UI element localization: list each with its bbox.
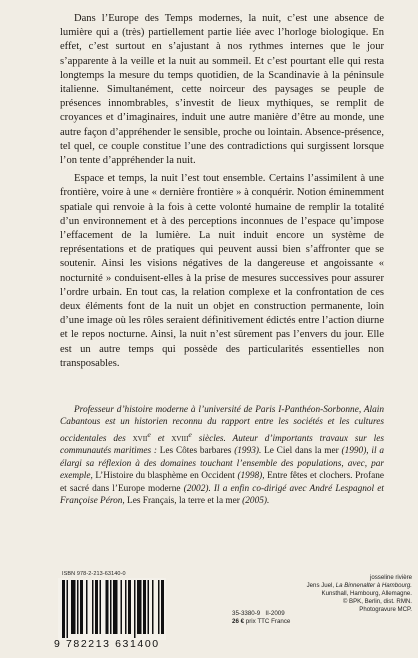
- barcode-bars: [58, 578, 166, 638]
- bio-text: (2005).: [242, 495, 270, 506]
- bio-text: (2002). Il a enfin co-dirigé avec André Lespagnol et Françoise Péron,: [60, 483, 384, 506]
- author-bio: [60, 404, 384, 507]
- barcode-bar: [158, 580, 160, 634]
- barcode-bar: [134, 580, 136, 638]
- price-suffix: prix TTC France: [245, 618, 291, 626]
- bio-book-title: L’Histoire du blasphème en Occident: [95, 471, 238, 482]
- bio-text: siècles. Auteur d’importants travaux sur les communautés maritimes :: [60, 433, 384, 457]
- barcode-bar: [110, 580, 112, 634]
- bio-text: (1990), il a élargi sa réflexion à des domaines touchant l’ensemble des populations, avec, par exemple,: [60, 446, 384, 482]
- barcode-bar: [113, 580, 118, 634]
- barcode-bar: [77, 580, 79, 634]
- bio-text: (1993).: [234, 446, 262, 457]
- bio-book-title: Les Côtes barbares: [159, 446, 235, 457]
- credit-rights: © BPK, Berlin, dist. RMN.: [342, 597, 412, 605]
- barcode: [58, 578, 166, 640]
- blurb-paragraph-1: Dans l’Europe des Temps modernes, la nuit, c’est une absence de lumière qui a (très) partiellement partie liée avec l’horloge biologique. En effet, c’est surtout en s’ajustant à nos rythmes internes que le jour s’apparente à la veille et la nuit au sommeil. Et c’est pourtant elle qui resta longtemps la mesure du temps quotidien, de la Scandinavie à la péninsule italienne. Simultanément, cette noirceur des paysages se peuple de présences innombrables, s’investit de lieux mythiques, se remplit de croyances et d’imaginaires, induit une autre manière d’être au monde, une autre façon d’appréhender le sensible, proche ou lointain. Absence-présence, tel quel, ce couple constitue l’une des contradictions qui surgissent lorsque l’on tente d’appréhender la nuit.: [60, 13, 384, 167]
- price-row: [232, 618, 352, 626]
- barcode-bar: [161, 580, 164, 634]
- barcode-bar: [125, 580, 127, 634]
- barcode-bar: [143, 580, 146, 634]
- barcode-bar: [67, 580, 69, 638]
- barcode-digits: 9 782213 631400: [54, 638, 160, 650]
- credit-artist: Jens Juel,: [306, 581, 336, 589]
- bio-book-title: Le Ciel dans la mer: [261, 446, 342, 457]
- bio-century: XVIII: [171, 434, 189, 443]
- bio-century: XVII: [132, 434, 148, 443]
- cover-credit: [262, 574, 412, 614]
- barcode-bar: [71, 580, 76, 634]
- barcode-bar: [92, 580, 94, 634]
- barcode-bar: [148, 580, 150, 634]
- bio-book-title: Les Français, la terre et la mer: [127, 495, 243, 506]
- blurb-paragraph-2: Espace et temps, la nuit l’est tout ensemble. Certains l’assimilent à une frontière, voire à une « dernière frontière » à conquérir. Notion éminemment spatiale qui renvoie à la fois à cette volonté humaine de remplir la totalité d’un environnement et à des perceptions inconnues de l’espace qu’impose l’effacement de la lumière. La nuit induit encore un système de représentations et de pratiques qui peuvent aussi bien s’affronter que se soutenir. Ainsi les visions négatives de la dangereuse et angoissante « nocturnité » conduisent-elles à la prise de mesures successives pour assurer l’ordre urbain. En tout cas, la relation complexe et la confrontation de ces deux éléments font de la nuit un objet en construction permanente, loin d’une image où les rôles seraient définitivement édictés entre l’action diurne et le repos nocturne. Ainsi, la nuit n’est sûrement pas l’envers du jour. Elle est un autre temps qui possède des particularités essentielles non transposables.: [60, 173, 384, 369]
- barcode-bar: [80, 580, 83, 634]
- barcode-bar: [95, 580, 98, 634]
- price: 26 €: [232, 618, 245, 626]
- barcode-bar: [62, 580, 65, 638]
- barcode-bar: [128, 580, 131, 634]
- bio-text: Professeur d’histoire moderne à l’université de Paris I-Panthéon-Sorbonne, Alain Cabantous est un historien reconnu du rapport entre les sociétés et les cultures occidentales des: [60, 405, 384, 444]
- blurb-text: [60, 12, 384, 375]
- barcode-bar: [137, 580, 142, 634]
- barcode-bar: [86, 580, 88, 634]
- print-date: II-2009: [265, 610, 285, 617]
- ref-code: 35-3380-9: [232, 610, 261, 617]
- bio-book-title: Entre fêtes et clochers. Profane et sacré dans l’Europe moderne: [60, 471, 384, 494]
- bio-sup: e: [188, 429, 192, 439]
- bio-sup: e: [147, 429, 151, 439]
- bio-text: (1998),: [237, 471, 265, 482]
- credit-designer: josseline rivière: [370, 574, 412, 581]
- credit-photogravure: Photogravure MCP.: [359, 605, 412, 613]
- barcode-bar: [100, 580, 102, 634]
- author-bio-paragraph: [60, 404, 384, 507]
- credit-artwork-row: [262, 582, 412, 590]
- barcode-bar: [152, 580, 154, 634]
- credit-artwork: La Binnenalter à Hambourg.: [335, 581, 412, 589]
- barcode-bar: [121, 580, 123, 634]
- credit-museum: Kunsthall, Hambourg, Allemagne.: [321, 589, 412, 597]
- bio-text: et: [150, 433, 172, 444]
- isbn-label: ISBN 978-2-213-63140-0: [62, 571, 126, 577]
- barcode-bar: [106, 580, 109, 634]
